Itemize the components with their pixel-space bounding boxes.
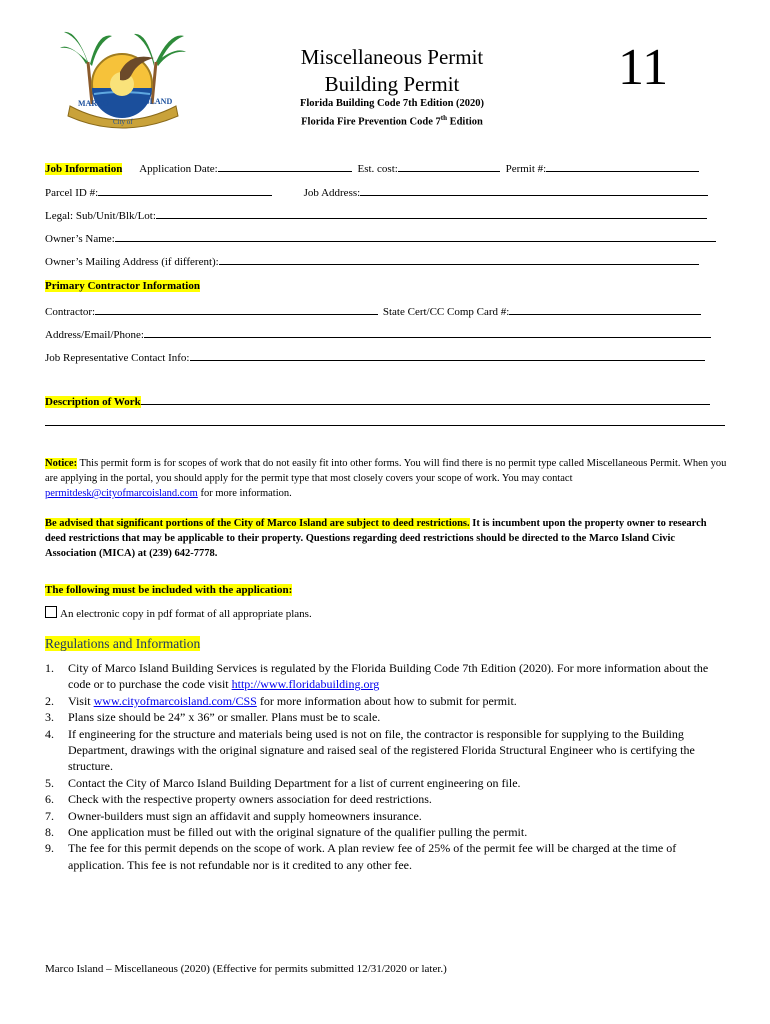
description-field-1[interactable] [141, 392, 710, 405]
regulation-item [45, 775, 715, 791]
description-heading: Description of Work [45, 396, 141, 408]
contractor-field[interactable] [95, 302, 378, 315]
logo-text-right: ISLAND [142, 97, 173, 106]
regulation-number: 8. [45, 825, 54, 840]
permit-number-field[interactable] [546, 159, 699, 172]
regulation-item [45, 808, 715, 824]
title-block [262, 44, 522, 98]
contractor-heading: Primary Contractor Information [45, 280, 200, 292]
owner-name-row [45, 229, 716, 245]
contractor-row [45, 302, 701, 318]
regulation-number: 5. [45, 775, 54, 790]
regulation-text: City of Marco Island Building Services is regulated by the Florida Building Code 7th Edition (2020). For more information about the code or to purchase the code visit [68, 661, 709, 692]
permit-number-label: Permit #: [505, 163, 547, 175]
notice-text-2: for more information. [197, 488, 292, 499]
fire-code-line: Florida Fire Prevention Code 7th Edition [301, 114, 483, 128]
deed-text: It is incumbent upon the property owner to research deed restrictions that may be applicable to their property. Questions regarding deed restrictions should be directed to the Marco Island Civic Association (MICA) at (239) 642-7778. [45, 518, 707, 559]
regulation-number: 7. [45, 808, 54, 823]
regulation-number: 9. [45, 841, 54, 856]
form-number: 11 [618, 39, 669, 96]
contractor-address-label: Address/Email/Phone: [45, 329, 144, 341]
regulation-item [45, 791, 715, 807]
regulation-item [45, 824, 715, 840]
regulation-text-after: for more information about how to submit for permit. [256, 693, 517, 708]
job-address-label: Job Address: [303, 187, 361, 199]
regulations-heading: Regulations and Information [45, 636, 201, 651]
regulations-list [45, 660, 715, 873]
regulation-number: 4. [45, 726, 54, 741]
job-info-row-2 [45, 183, 708, 199]
description-row [45, 392, 710, 408]
deed-paragraph [45, 516, 727, 561]
code-references [262, 96, 522, 130]
permit-desk-email-link[interactable]: permitdesk@cityofmarcoisland.com [45, 488, 198, 499]
application-date-field[interactable] [218, 159, 352, 172]
page-subtitle: Building Permit [324, 72, 460, 96]
contractor-heading-row [45, 280, 200, 292]
regulation-text: One application must be filled out with the original signature of the qualifier pulling the permit. [68, 825, 528, 840]
notice-paragraph [45, 456, 727, 501]
contractor-address-row [45, 325, 711, 341]
legal-row [45, 206, 707, 222]
job-info-heading: Job Information [45, 163, 123, 175]
est-cost-label: Est. cost: [357, 163, 398, 175]
legal-field[interactable] [156, 206, 707, 219]
legal-label: Legal: Sub/Unit/Blk/Lot: [45, 210, 156, 222]
deed-highlight: Be advised that significant portions of the City of Marco Island are subject to deed restrictions. [45, 518, 470, 529]
owner-name-label: Owner’s Name: [45, 233, 115, 245]
pdf-plans-checkbox[interactable] [45, 606, 57, 618]
regulation-item [45, 660, 715, 693]
contractor-label: Contractor: [45, 306, 96, 318]
regulation-item [45, 726, 715, 775]
required-item-row [45, 606, 312, 620]
job-address-field[interactable] [360, 183, 708, 196]
regulation-text: Visit [68, 693, 94, 708]
regulation-item [45, 709, 715, 725]
state-cert-field[interactable] [509, 302, 701, 315]
page-title: Miscellaneous Permit [300, 45, 484, 69]
regulation-text: Check with the respective property owners association for deed restrictions. [68, 792, 432, 807]
regulation-text: Contact the City of Marco Island Building Department for a list of current engineering on file. [68, 775, 521, 790]
owner-name-field[interactable] [115, 229, 716, 242]
regulation-text: Owner-builders must sign an affidavit and supply homeowners insurance. [68, 808, 422, 823]
regulation-text: If engineering for the structure and materials being used is not on file, the contractor is responsible for supplying to the Building Department, drawings with the original signature and raised seal of the registered Florida Structural Engineer who is certifying the structure. [68, 726, 695, 774]
owner-mailing-row [45, 252, 699, 268]
building-code-line: Florida Building Code 7th Edition (2020) [299, 98, 485, 109]
regulation-link[interactable]: http://www.floridabuilding.org [231, 677, 380, 692]
job-rep-row [45, 348, 705, 364]
regulation-number: 3. [45, 710, 54, 725]
logo-text-left: MARCO [78, 99, 110, 108]
job-info-row-1 [45, 159, 699, 175]
parcel-id-label: Parcel ID #: [45, 187, 99, 199]
application-date-label: Application Date: [139, 163, 218, 175]
city-seal-logo [58, 22, 188, 134]
parcel-id-field[interactable] [98, 183, 272, 196]
regulation-link[interactable]: www.cityofmarcoisland.com/CSS [93, 693, 257, 708]
notice-label: Notice: [45, 458, 78, 469]
description-field-2[interactable] [45, 425, 725, 426]
pdf-plans-label: An electronic copy in pdf format of all appropriate plans. [60, 608, 312, 620]
regulation-number: 1. [45, 661, 54, 675]
contractor-address-field[interactable] [144, 325, 711, 338]
regulation-item [45, 840, 715, 873]
regulation-number: 2. [45, 693, 54, 708]
required-heading: The following must be included with the application: [45, 584, 293, 596]
required-heading-row [45, 584, 292, 596]
state-cert-label: State Cert/CC Comp Card #: [382, 306, 510, 318]
est-cost-field[interactable] [398, 159, 500, 172]
job-rep-label: Job Representative Contact Info: [45, 352, 190, 364]
owner-mailing-field[interactable] [219, 252, 699, 265]
job-rep-field[interactable] [190, 348, 705, 361]
regulation-number: 6. [45, 792, 54, 807]
owner-mailing-label: Owner’s Mailing Address (if different): [45, 256, 219, 268]
footer: Marco Island – Miscellaneous (2020) (Effective for permits submitted 12/31/2020 or later.) [45, 963, 447, 975]
logo-text-bottom: City of [113, 118, 133, 126]
regulation-item [45, 693, 715, 709]
regulation-text: The fee for this permit depends on the scope of work. A plan review fee of 25% of the permit fee will be charged at the time of application. This fee is not refundable nor is it credited to any other fee. [68, 841, 677, 872]
notice-text-1: This permit form is for scopes of work that do not easily fit into other forms. You will find there is no permit type called Miscellaneous Permit. When you are applying in the portal, you should apply for the permit type that most closely covers your scope of work. You may contact [45, 458, 727, 484]
regulation-text: Plans size should be 24” x 36” or smaller. Plans must be to scale. [68, 710, 381, 725]
